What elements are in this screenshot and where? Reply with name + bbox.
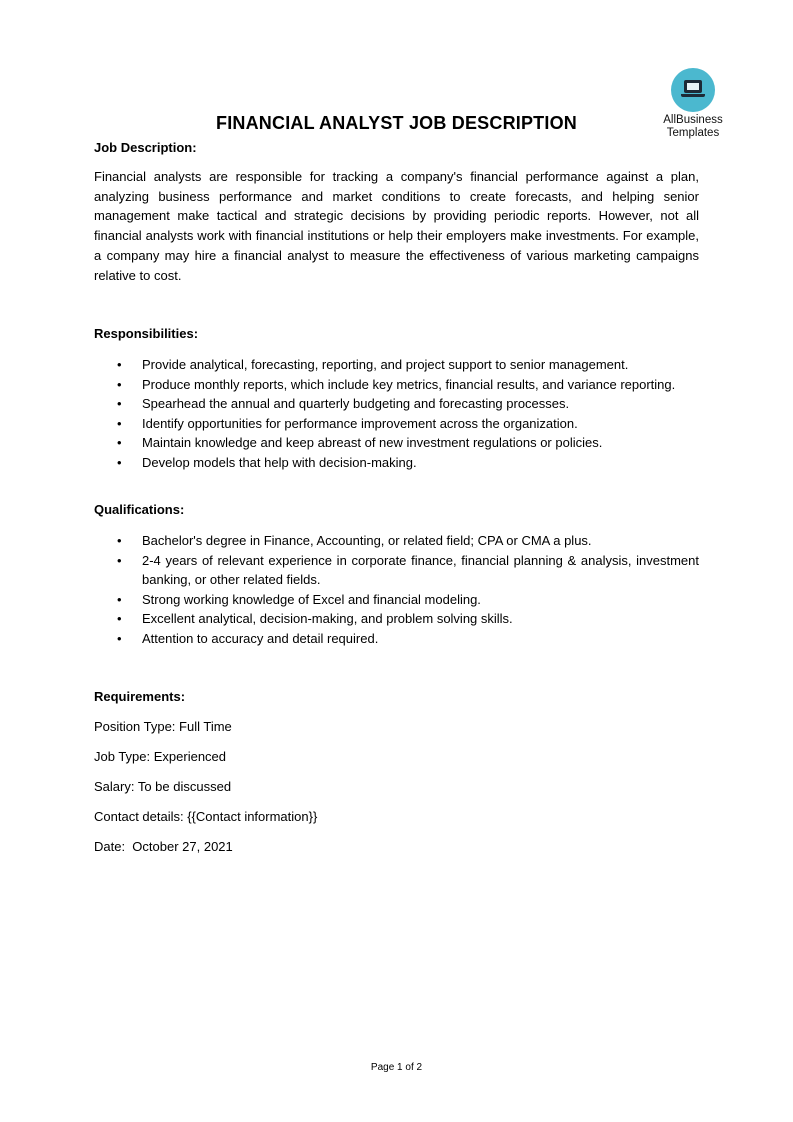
contact-details: Contact details: {{Contact information}} (94, 809, 318, 824)
qualifications-heading: Qualifications: (94, 502, 185, 517)
responsibilities-list (94, 355, 699, 472)
logo-line-2: Templates (666, 127, 720, 139)
list-item: • Maintain knowledge and keep abreast of new investment regulations or policies. (94, 433, 699, 453)
logo-line-1: AllBusiness (663, 114, 723, 126)
list-item: • Bachelor's degree in Finance, Accounting, or related field; CPA or CMA a plus. (94, 531, 699, 551)
list-item: • Develop models that help with decision-making. (94, 453, 699, 473)
list-item: • Attention to accuracy and detail required. (94, 629, 699, 649)
list-item: • Produce monthly reports, which include key metrics, financial results, and variance reporting. (94, 375, 699, 395)
page-title: FINANCIAL ANALYST JOB DESCRIPTION (216, 113, 577, 133)
list-item: • 2-4 years of relevant experience in corporate finance, financial planning & analysis, investment banking, or other related fields. (94, 551, 699, 590)
document-date: Date: October 27, 2021 (94, 839, 233, 854)
list-item: • Identify opportunities for performance improvement across the organization. (94, 414, 699, 434)
page-number: Page 1 of 2 (370, 1062, 423, 1073)
list-item: • Strong working knowledge of Excel and financial modeling. (94, 590, 699, 610)
responsibilities-heading: Responsibilities: (94, 326, 199, 341)
job-description-heading: Job Description: (94, 140, 197, 155)
list-item: • Spearhead the annual and quarterly budgeting and forecasting processes. (94, 394, 699, 414)
laptop-icon (671, 68, 715, 112)
job-description-text: Financial analysts are responsible for tracking a company's financial performance against a plan, analyzing business performance and market conditions to create forecasts, and helping senior management make tactical and strategic decisions by providing periodic reports. However, not all financial analysts work with financial institutions or help their employers make investments. For example, a company may hire a financial analyst to measure the effectiveness of various marketing campaigns relative to cost. (94, 169, 699, 283)
job-type: Job Type: Experienced (94, 749, 227, 764)
position-type: Position Type: Full Time (94, 719, 232, 734)
salary: Salary: To be discussed (94, 779, 232, 794)
qualifications-list (94, 531, 699, 648)
requirements-heading: Requirements: (94, 689, 186, 704)
list-item: • Provide analytical, forecasting, reporting, and project support to senior management. (94, 355, 699, 375)
list-item: • Excellent analytical, decision-making, and problem solving skills. (94, 609, 699, 629)
